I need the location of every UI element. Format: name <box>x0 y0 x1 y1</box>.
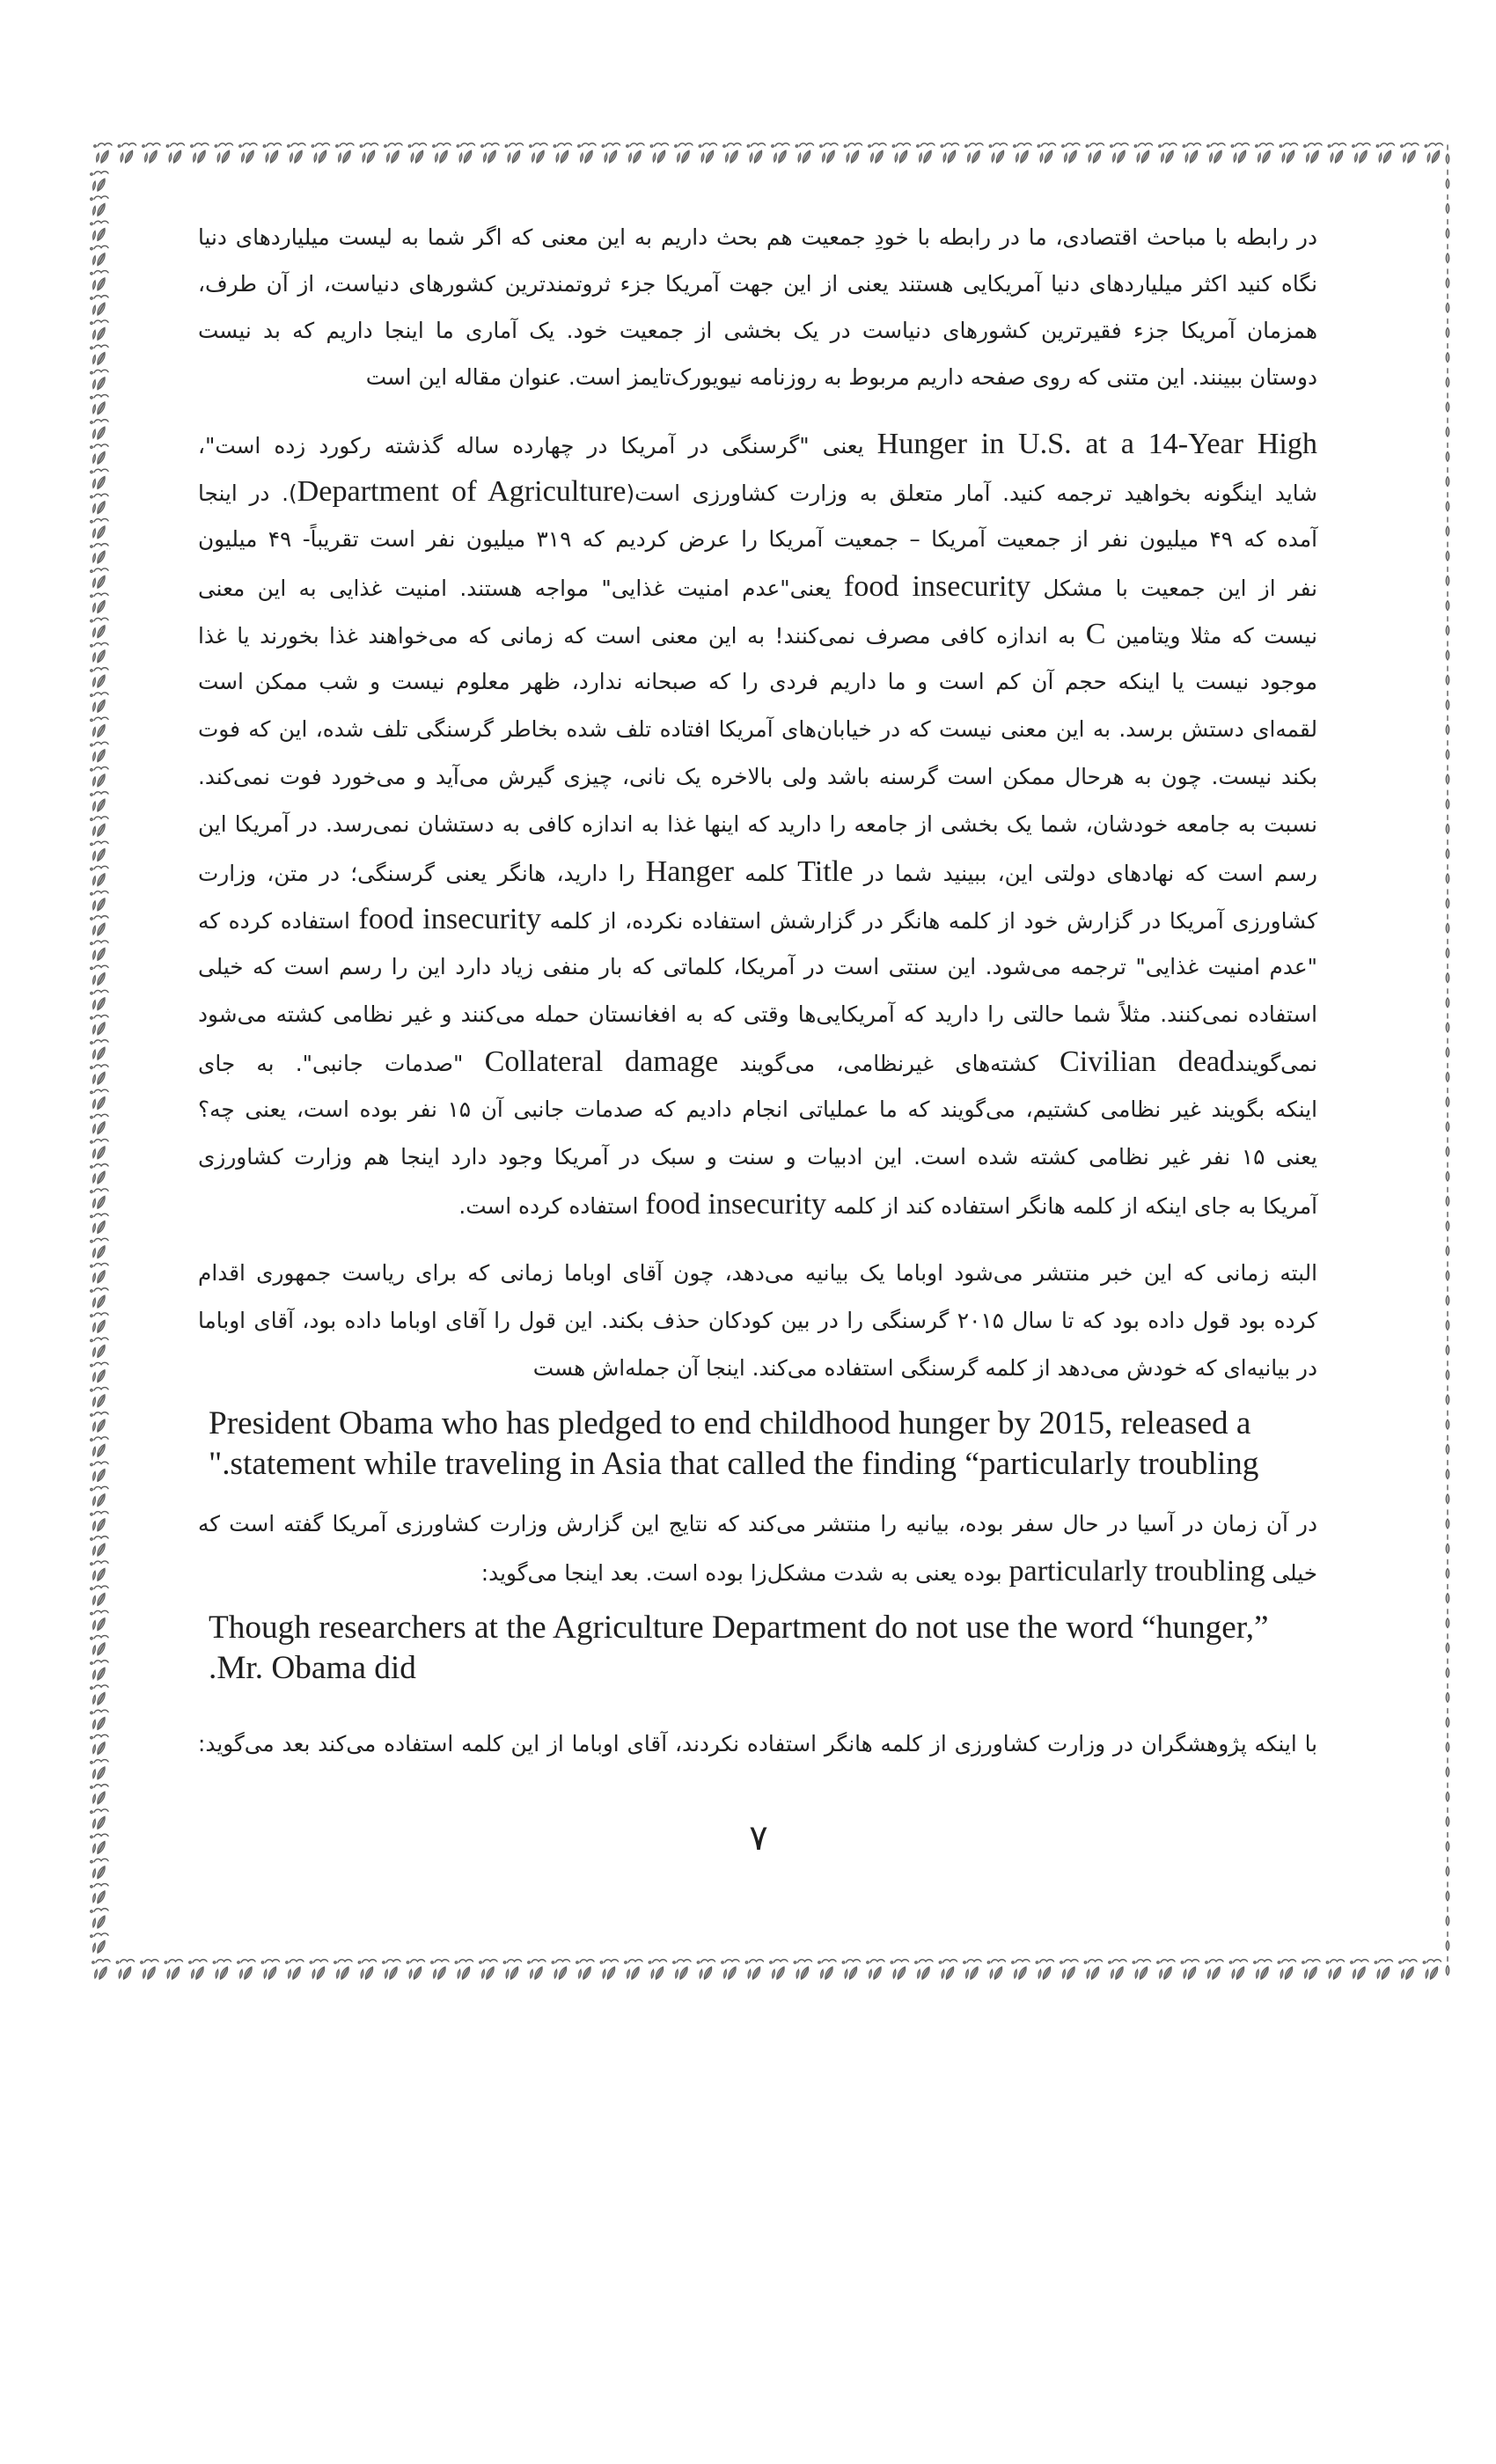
latin-term: Hunger in U.S. at a 14-Year High <box>876 428 1317 460</box>
ornamental-border-bottom <box>92 1955 1450 1984</box>
paragraph-line: آمریکا به جای اینکه از کلمه هانگر استفاده کند از کلمه food insecurity استفاده کرده است. <box>458 1188 1317 1221</box>
page-number: ۷ <box>749 1818 768 1859</box>
paragraph-line: لقمه‌ای دستش برسد. به این معنی نیست که در خیابان‌های آمریکا افتاده تلف شده بخاطر گرسنگی تلف شده، این که فوت <box>198 716 1317 742</box>
paragraph-line: نیست که مثلا ویتامین C به اندازه کافی مصرف نمی‌کنند! به این معنی است که زمانی که می‌خواهند غذا بخورند یا غذا <box>198 618 1318 650</box>
quote-line: ".statement while traveling in Asia that called the finding “particularly troubling <box>209 1446 1259 1482</box>
paragraph-line: خیلی particularly troubling بوده یعنی به شدت مشکل‌زا بوده است. بعد اینجا می‌گوید: <box>480 1555 1317 1588</box>
paragraph-line: دوستان ببینند. این متنی که روی صفحه داریم مربوط به روزنامه نیویورک‌تایمز است. عنوان مقاله این است <box>365 364 1317 390</box>
quote-line: Though researchers at the Agriculture Department do not use the word “hunger,” <box>209 1610 1269 1646</box>
paragraph-line: همزمان آمریکا جزء فقیرترین کشورهای دنیاست در یک بخشی از جمعیت خود. یک آماری ما اینجا داریم که بد نیست <box>198 318 1317 343</box>
paragraph-line: نفر از این جمعیت با مشکل food insecurity یعنی"عدم امنیت غذایی" مواجه هستند. امنیت غذایی به این معنی <box>198 570 1318 603</box>
latin-term: Department of Agriculture <box>297 475 627 508</box>
paragraph-line: استفاده نمی‌کنند. مثلاً شما حالتی را دارید که آمریکایی‌ها وقتی که به افغانستان حمله می‌کنند و غیر نظامی کشته می‌شود <box>198 1001 1317 1027</box>
latin-term: C <box>1085 618 1106 650</box>
paragraph-line: نسبت به جامعه خودشان، شما یک بخشی از جامعه را دارید که اینها غذا به اندازه کافی به دستشان نمی‌رسد. در آمریکا این <box>198 811 1317 837</box>
paragraph-line: Hunger in U.S. at a 14-Year High یعنی "گرسنگی در آمریکا در چهارده ساله گذشته رکورد زده است"، <box>198 428 1317 460</box>
paragraph-line: نگاه کنید اکثر میلیاردهای دنیا آمریکایی هستند یعنی از این جهت آمریکا جزء ثروتمندترین کشورهای دنیاست، از آن طرف، <box>198 271 1317 297</box>
paragraph-line: "عدم امنیت غذایی" ترجمه می‌شود. این سنتی است در آمریکا، کلماتی که بار منفی زیاد دارد این را رسم است که خیلی <box>198 954 1317 979</box>
paragraph-line: نمی‌گویندCivilian dead کشته‌های غیرنظامی، می‌گویند Collateral damage "صدمات جانبی". به جای <box>198 1045 1317 1078</box>
paragraph-line: با اینکه پژوهشگران در وزارت کشاورزی از کلمه هانگر استفاده نکردند، آقای اوباما از این کلمه استفاده می‌کند بعد می‌گوید: <box>198 1731 1317 1756</box>
paragraph-line: رسم است که نهادهای دولتی این، ببینید شما در Title کلمه Hanger را دارید، هانگر یعنی گرسنگی؛ در متن، وزارت <box>198 855 1318 888</box>
paragraph-line: در بیانیه‌ای که خودش می‌دهد از کلمه گرسنگی استفاده می‌کند. اینجا آن جمله‌اش هست <box>532 1355 1317 1381</box>
paragraph-line: در آن زمان در آسیا در حال سفر بوده، بیانیه را منتشر می‌کند که نتایج این گزارش وزارت کشاورزی آمریکا گفته است که <box>198 1511 1317 1536</box>
latin-term: particularly troubling <box>1008 1555 1265 1588</box>
latin-term: Collateral damage <box>484 1045 719 1078</box>
latin-term: food insecurity <box>358 903 541 935</box>
paragraph-line: کشاورزی آمریکا در گزارش خود از کلمه هانگر در گزارشش استفاده نکرده، از کلمه food insecurity استفاده کرده که <box>198 903 1318 935</box>
latin-term: Civilian dead <box>1059 1045 1236 1078</box>
ornamental-border-left <box>90 167 114 1955</box>
ornamental-border-top <box>93 139 1450 167</box>
paragraph-line: کرده بود قول داده بود که تا سال ۲۰۱۵ گرسنگی را در بین کودکان حذف بکند. این قول را آقای اوباما داده بود، آقای اوباما <box>198 1308 1317 1333</box>
paragraph-line: یعنی ۱۵ نفر غیر نظامی کشته شده است. این ادبیات و سنت و سبک در آمریکا وجود دارد اینجا هم وزارت کشاورزی <box>198 1144 1317 1170</box>
border-curl-motifs <box>94 143 1443 163</box>
paragraph-line: شاید اینگونه بخواهید ترجمه کنید. آمار متعلق به وزارت کشاورزی است(Department of Agriculture). در اینجا <box>198 475 1317 508</box>
paragraph-line: آمده که ۴۹ میلیون نفر از جمعیت آمریکا – جمعیت آمریکا را عرض کردیم که ۳۱۹ میلیون نفر است تقریباً- ۴۹ میلیون <box>198 526 1318 552</box>
ornamental-border-right <box>1441 143 1456 1984</box>
quote-line: .Mr. Obama did <box>209 1650 416 1686</box>
quote-line: President Obama who has pledged to end childhood hunger by 2015, released a <box>209 1405 1251 1441</box>
paragraph-line: در رابطه با مباحث اقتصادی، ما در رابطه با خودِ جمعیت هم بحث داریم به این معنی که اگر شما به لیست میلیاردهای دنیا <box>198 224 1317 250</box>
latin-term: food insecurity <box>645 1188 827 1221</box>
paragraph-line: موجود نیست یا اینکه حجم آن کم است و ما داریم فردی را که صبحانه ندارد، ظهر معلوم نیست و شب ممکن است <box>198 669 1317 694</box>
latin-term: food insecurity <box>843 570 1031 603</box>
paragraph-line: اینکه بگویند غیر نظامی کشتیم، می‌گویند که ما عملیاتی انجام دادیم که صدمات جانبی آن ۱۵ نفر بوده است، یعنی چه؟ <box>198 1096 1317 1122</box>
latin-term: Hanger <box>645 855 735 888</box>
border-curl-motifs <box>92 1960 1441 1979</box>
latin-term: Title <box>797 855 854 888</box>
paragraph-line: البته زمانی که این خبر منتشر می‌شود اوباما یک بیانیه می‌دهد، چون آقای اوباما زمانی که برای ریاست جمهوری اقدام <box>198 1260 1317 1286</box>
paragraph-line: بکند نیست. چون به هرحال ممکن است گرسنه باشد ولی بالاخره یک نانی، چیزی گیرش می‌آید و می‌خورد فوت نمی‌کند. <box>198 764 1317 789</box>
